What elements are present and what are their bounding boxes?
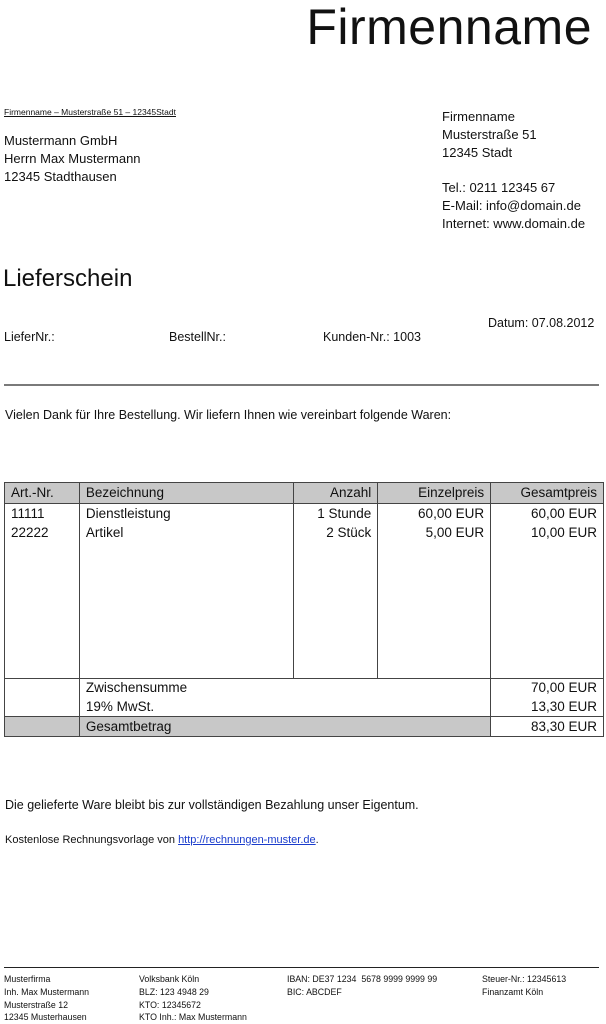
recipient-city: 12345 Stadthausen bbox=[4, 169, 117, 184]
cell-total-price: 60,00 EUR bbox=[491, 504, 604, 524]
divider-top bbox=[4, 384, 599, 386]
table-row bbox=[5, 523, 604, 542]
subtotal-row bbox=[5, 678, 604, 697]
footer-bic: BIC: ABCDEF bbox=[287, 986, 342, 997]
footer-iban bbox=[287, 973, 437, 999]
customer-number: Kunden-Nr.: 1003 bbox=[323, 330, 421, 344]
cell-unit-price: 60,00 EUR bbox=[378, 504, 491, 524]
footer-iban-value: IBAN: DE37 1234 5678 9999 9999 99 bbox=[287, 974, 438, 984]
footer-account-holder: KTO Inh.: Max Mustermann bbox=[139, 1012, 247, 1023]
sender-return-line: Firmenname – Musterstraße 51 – 12345Stadt bbox=[4, 107, 176, 117]
table-row bbox=[5, 504, 604, 524]
document-date: Datum: 07.08.2012 bbox=[488, 316, 595, 330]
delivery-number: LieferNr.: bbox=[4, 330, 55, 344]
header-quantity: Anzahl bbox=[294, 483, 378, 504]
company-name: Firmenname bbox=[442, 109, 515, 124]
total-label: Gesamtbetrag bbox=[79, 717, 490, 737]
total-row bbox=[5, 717, 604, 737]
footer-divider bbox=[4, 967, 599, 968]
header-art-nr: Art.-Nr. bbox=[5, 483, 80, 504]
footer-street: Musterstraße 12 bbox=[4, 999, 69, 1010]
company-phone: Tel.: 0211 12345 67 bbox=[442, 180, 556, 195]
credit-suffix: . bbox=[315, 834, 319, 846]
footer-tax bbox=[482, 973, 566, 999]
firm-name-title: Firmenname bbox=[306, 0, 592, 55]
document-title: Lieferschein bbox=[3, 265, 133, 292]
company-street: Musterstraße 51 bbox=[442, 127, 537, 142]
cell-art-nr: 22222 bbox=[5, 523, 80, 542]
table-header-row bbox=[5, 483, 604, 504]
footer-tax-number: Steuer-Nr.: 12345613 bbox=[482, 974, 567, 984]
footer-city: 12345 Musterhausen bbox=[4, 1012, 87, 1023]
header-unit-price: Einzelpreis bbox=[378, 483, 491, 504]
recipient-company: Mustermann GmbH bbox=[4, 133, 118, 148]
company-website: Internet: www.domain.de bbox=[442, 216, 586, 231]
footer-bank bbox=[139, 973, 247, 1024]
cell-description: Dienstleistung bbox=[79, 504, 293, 524]
company-city: 12345 Stadt bbox=[442, 145, 513, 160]
footer-account: KTO: 12345672 bbox=[139, 999, 201, 1010]
subtotal-value: 70,00 EUR bbox=[491, 678, 604, 697]
recipient-person: Herrn Max Mustermann bbox=[4, 151, 141, 166]
footer-company bbox=[4, 973, 89, 1024]
tax-value: 13,30 EUR bbox=[491, 697, 604, 717]
table-empty-space bbox=[5, 542, 604, 679]
order-number: BestellNr.: bbox=[169, 330, 226, 344]
credit-prefix: Kostenlose Rechnungsvorlage von bbox=[5, 834, 179, 846]
totals-table bbox=[4, 678, 604, 737]
cell-unit-price: 5,00 EUR bbox=[378, 523, 491, 542]
company-email: E-Mail: info@domain.de bbox=[442, 198, 581, 213]
footer-company-name: Musterfirma bbox=[4, 974, 51, 984]
template-credit bbox=[5, 834, 319, 846]
intro-text: Vielen Dank für Ihre Bestellung. Wir liefern Ihnen wie vereinbart folgende Waren: bbox=[5, 408, 452, 422]
recipient-address bbox=[4, 132, 141, 186]
footer-blz: BLZ: 123 4948 29 bbox=[139, 986, 209, 997]
cell-quantity: 2 Stück bbox=[294, 523, 378, 542]
subtotal-label: Zwischensumme bbox=[79, 678, 490, 697]
header-total-price: Gesamtpreis bbox=[491, 483, 604, 504]
footer-tax-office: Finanzamt Köln bbox=[482, 986, 544, 997]
header-description: Bezeichnung bbox=[79, 483, 293, 504]
cell-description: Artikel bbox=[79, 523, 293, 542]
company-contact-block bbox=[442, 108, 585, 233]
footer-owner: Inh. Max Mustermann bbox=[4, 986, 90, 997]
total-value: 83,30 EUR bbox=[491, 717, 604, 737]
footer-bank-name: Volksbank Köln bbox=[139, 974, 200, 984]
credit-link[interactable]: http://rechnungen-muster.de bbox=[178, 834, 316, 846]
items-table bbox=[4, 482, 604, 679]
cell-total-price: 10,00 EUR bbox=[491, 523, 604, 542]
ownership-notice: Die gelieferte Ware bleibt bis zur vollständigen Bezahlung unser Eigentum. bbox=[5, 798, 419, 812]
cell-quantity: 1 Stunde bbox=[294, 504, 378, 524]
tax-label: 19% MwSt. bbox=[79, 697, 490, 717]
cell-art-nr: 11111 bbox=[5, 504, 80, 524]
tax-row bbox=[5, 697, 604, 717]
